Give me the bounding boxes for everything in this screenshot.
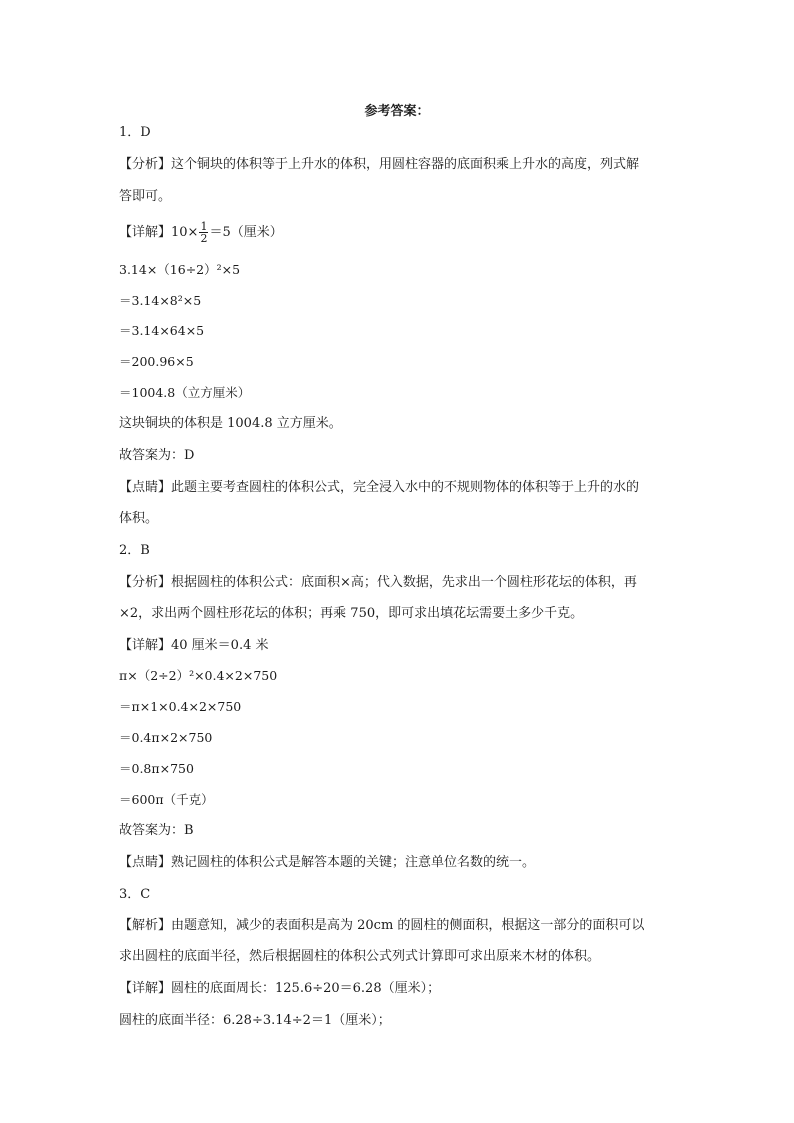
calc-line: ＝3.14×8²×5 <box>119 293 202 308</box>
comment-text: 【点睛】熟记圆柱的体积公式是解答本题的关键；注意单位名数的统一。 <box>119 855 536 870</box>
calc-line: 3.14×（16÷2）²×5 <box>119 262 241 277</box>
answer-line: 故答案为：D <box>119 448 195 463</box>
detail-line: 圆柱的底面半径：6.28÷3.14÷2＝1（厘米）； <box>119 1013 391 1028</box>
question-2-answer: 2．B <box>119 543 150 558</box>
fraction-numerator: 1 <box>200 220 208 233</box>
calc-line: ＝0.8π×750 <box>119 761 194 776</box>
detail-line: 【详解】圆柱的底面周长：125.6÷20＝6.28（厘米）； <box>119 981 441 996</box>
analysis-text-cont: 答即可。 <box>119 189 172 204</box>
conclusion-text: 这块铜块的体积是 1004.8 立方厘米。 <box>119 416 342 431</box>
calc-line: ＝0.4π×2×750 <box>119 730 213 745</box>
calc-line: ＝600π（千克） <box>119 792 214 807</box>
explanation-text: 【解析】由题意知，减少的表面积是高为 20cm 的圆柱的侧面积，根据这一部分的面积可以 <box>119 918 645 933</box>
calc-line: π×（2÷2）²×0.4×2×750 <box>119 668 278 683</box>
analysis-text: 【分析】根据圆柱的体积公式：底面积×高；代入数据，先求出一个圆柱形花坛的体积，再 <box>119 575 637 590</box>
explanation-text-cont: 求出圆柱的底面半径，然后根据圆柱的体积公式列式计算即可求出原来木材的体积。 <box>119 949 601 964</box>
answer-title: 参考答案： <box>364 104 430 119</box>
answer-line: 故答案为：B <box>119 823 194 838</box>
detail-line-fraction <box>119 221 689 244</box>
fraction-denominator: 2 <box>200 232 208 245</box>
question-3-answer: 3．C <box>119 887 151 902</box>
calc-line: ＝3.14×64×5 <box>119 323 205 338</box>
fraction <box>199 221 208 244</box>
detail-line: 【详解】40 厘米＝0.4 米 <box>119 638 269 653</box>
question-1-answer: 1．D <box>119 125 151 140</box>
detail-suffix: ＝5（厘米） <box>209 225 283 240</box>
calc-line: ＝200.96×5 <box>119 354 194 369</box>
calc-line: ＝1004.8（立方厘米） <box>119 385 251 400</box>
analysis-text-cont: ×2，求出两个圆柱形花坛的体积；再乘 750，即可求出填花坛需要土多少千克。 <box>119 606 584 621</box>
comment-text-cont: 体积。 <box>119 511 159 526</box>
analysis-text: 【分析】这个铜块的体积等于上升水的体积，用圆柱容器的底面积乘上升水的高度，列式解 <box>119 157 640 172</box>
comment-text: 【点睛】此题主要考查圆柱的体积公式，完全浸入水中的不规则物体的体积等于上升的水的 <box>119 480 640 495</box>
detail-prefix: 【详解】10× <box>119 225 199 240</box>
calc-line: ＝π×1×0.4×2×750 <box>119 699 242 714</box>
